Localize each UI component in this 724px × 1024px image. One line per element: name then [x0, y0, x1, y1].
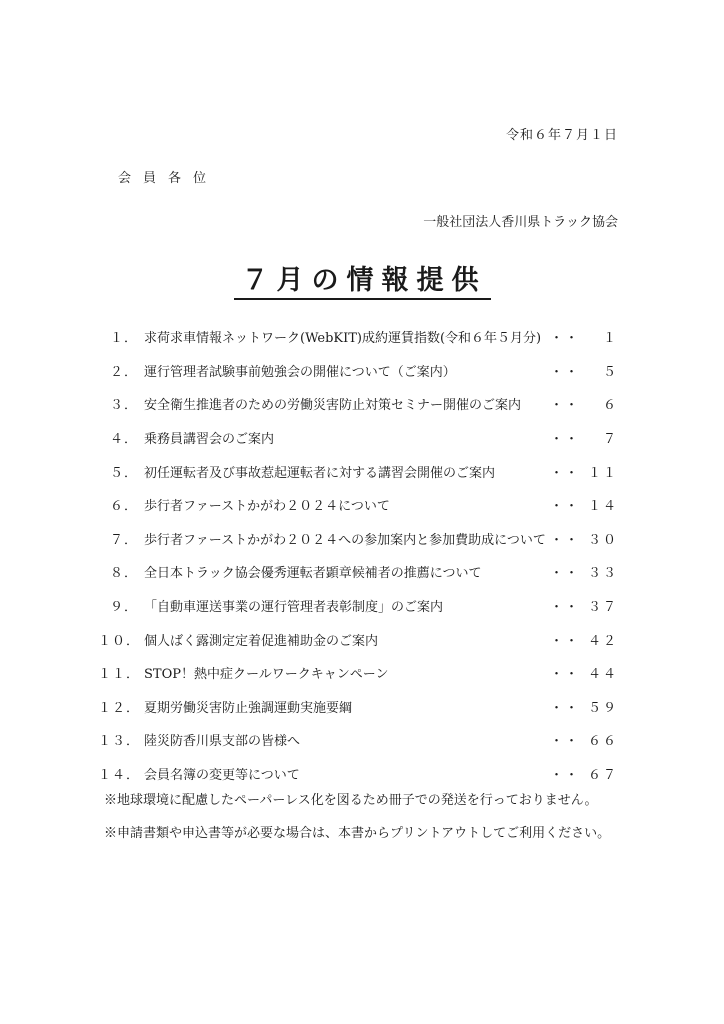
toc-page-number: ５９: [587, 700, 618, 716]
toc-item-number: １２．: [98, 700, 141, 716]
toc-leader-dots: ・・: [549, 465, 580, 481]
toc-item-5: [98, 454, 618, 488]
toc-leader-dots: ・・: [549, 398, 580, 414]
toc-page-number: ７: [602, 432, 618, 448]
toc-item-14: [98, 757, 618, 791]
toc-page-number: ３７: [587, 600, 618, 616]
toc-page-number: １: [602, 331, 618, 347]
toc-item-number: ８．: [109, 566, 138, 582]
toc-item-label: 安全衛生推進者のための労働災害防止対策セミナー開催のご案内: [144, 398, 522, 414]
toc-item-number: ７．: [109, 532, 138, 548]
toc-item-13: [98, 723, 618, 757]
toc-item-4: [98, 421, 618, 455]
toc-item-label: 会員名簿の変更等について: [144, 768, 300, 784]
toc-leader-dots: ・・: [549, 566, 580, 582]
toc-page-number: ３０: [587, 532, 618, 548]
toc-item-label: 全日本トラック協会優秀運転者顕章候補者の推薦について: [144, 566, 482, 582]
toc-leader-dots: ・・: [549, 633, 580, 649]
document-title-text: ７月の情報提供: [234, 258, 491, 300]
toc-leader-dots: ・・: [549, 768, 580, 784]
toc-item-number: ３．: [109, 398, 138, 414]
table-of-contents: [98, 320, 618, 790]
sender-organization: 一般社団法人香川県トラック協会: [423, 215, 618, 230]
toc-item-number: １．: [109, 331, 138, 347]
toc-item-number: ２．: [109, 364, 138, 380]
toc-leader-dots: ・・: [549, 600, 580, 616]
toc-item-label: 初任運転者及び事故惹起運転者に対する講習会開催のご案内: [144, 465, 496, 481]
toc-leader-dots: ・・: [549, 331, 580, 347]
toc-page-number: １１: [587, 465, 618, 481]
toc-page-number: ５: [602, 364, 618, 380]
toc-item-label: 運行管理者試験事前勉強会の開催について（ご案内）: [144, 364, 456, 380]
toc-item-label: STOP！熱中症クールワークキャンペーン: [144, 667, 389, 683]
toc-item-label: 個人ばく露測定定着促進補助金のご案内: [144, 633, 379, 649]
toc-item-2: [98, 354, 618, 388]
toc-item-number: １４．: [98, 768, 141, 784]
toc-page-number: １４: [587, 499, 618, 515]
toc-item-label: 「自動車運送事業の運行管理者表彰制度」のご案内: [144, 600, 444, 616]
toc-item-label: 乗務員講習会のご案内: [144, 432, 275, 448]
toc-leader-dots: ・・: [549, 667, 580, 683]
toc-item-label: 夏期労働災害防止強調運動実施要綱: [144, 700, 353, 716]
toc-item-12: [98, 690, 618, 724]
toc-item-1: [98, 320, 618, 354]
toc-item-number: １３．: [98, 734, 141, 750]
addressee: 会員各位: [118, 171, 219, 186]
toc-item-11: [98, 656, 618, 690]
toc-page-number: ３３: [587, 566, 618, 582]
toc-item-number: ５．: [109, 465, 138, 481]
toc-item-9: [98, 589, 618, 623]
toc-item-number: １１．: [98, 667, 141, 683]
toc-item-8: [98, 555, 618, 589]
toc-item-6: [98, 488, 618, 522]
toc-item-label: 歩行者ファーストかがわ２０２４について: [144, 499, 390, 515]
toc-leader-dots: ・・: [549, 499, 580, 515]
toc-item-label: 求荷求車情報ネットワーク(WebKIT)成約運賃指数(令和６年５月分): [144, 331, 542, 347]
toc-item-number: ６．: [109, 499, 138, 515]
toc-leader-dots: ・・: [549, 700, 580, 716]
document-date: 令和６年７月１日: [505, 128, 618, 143]
toc-item-number: ４．: [109, 432, 138, 448]
toc-leader-dots: ・・: [549, 364, 580, 380]
document-title: [0, 258, 724, 300]
toc-page-number: ６６: [587, 734, 618, 750]
toc-item-3: [98, 387, 618, 421]
toc-item-label: 歩行者ファーストかがわ２０２４への参加案内と参加費助成について: [144, 532, 546, 548]
toc-page-number: ４４: [587, 667, 618, 683]
toc-leader-dots: ・・: [549, 734, 580, 750]
toc-item-7: [98, 522, 618, 556]
toc-leader-dots: ・・: [549, 432, 580, 448]
toc-page-number: ６: [602, 398, 618, 414]
toc-page-number: ４２: [587, 633, 618, 649]
toc-item-10: [98, 622, 618, 656]
note-print-out: ※申請書類や申込書等が必要な場合は、本書からプリントアウトしてご利用ください。: [104, 826, 611, 841]
toc-item-label: 陸災防香川県支部の皆様へ: [144, 734, 301, 750]
toc-item-number: １０．: [98, 633, 141, 649]
note-paperless: ※地球環境に配慮したペーパーレス化を図るため冊子での発送を行っておりません。: [104, 793, 598, 808]
toc-item-number: ９．: [109, 600, 138, 616]
toc-page-number: ６７: [587, 768, 618, 784]
toc-leader-dots: ・・: [549, 532, 580, 548]
